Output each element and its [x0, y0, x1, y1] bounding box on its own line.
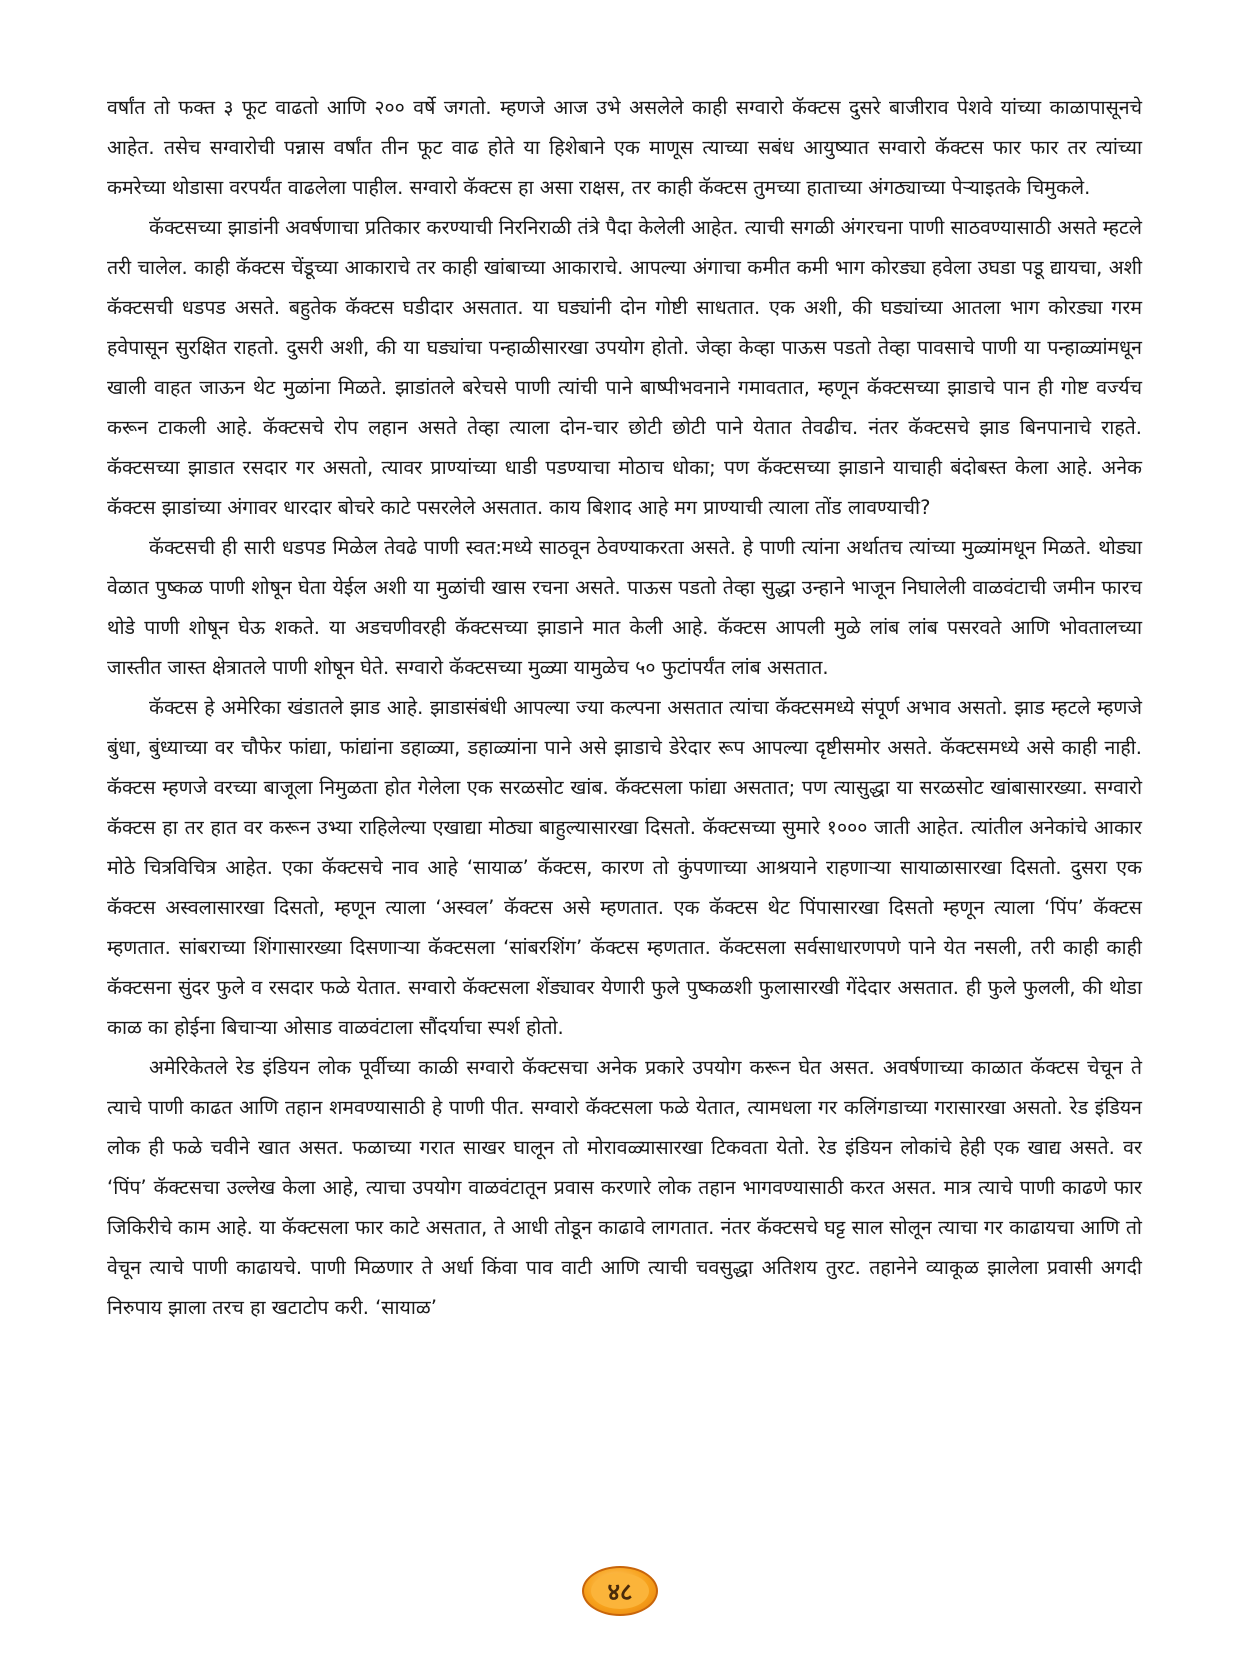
page-number-badge	[582, 1566, 658, 1616]
paragraph-3: कॅक्टसची ही सारी धडपड मिळेल तेवढे पाणी स्वत:मध्ये साठवून ठेवण्याकरता असते. हे पाणी त्यांना अर्थातच त्यांच्या मुळ्यांमधून मिळते. थोड्या वेळात पुष्कळ पाणी शोषून घेता येईल अशी या मुळांची खास रचना असते. पाऊस पडतो तेव्हा सुद्धा उन्हाने भाजून निघालेली वाळवंटाची जमीन फारच थोडे पाणी शोषून घेऊ शकते. या अडचणीवरही कॅक्टसच्या झाडाने मात केली आहे. कॅक्टस आपली मुळे लांब लांब पसरवते आणि भोवतालच्या जास्तीत जास्त क्षेत्रातले पाणी शोषून घेते. सग्वारो कॅक्टसच्या मुळ्या यामुळेच ५० फुटांपर्यंत लांब असतात.	[107, 536, 1142, 679]
paragraph-5: अमेरिकेतले रेड इंडियन लोक पूर्वीच्या काळी सग्वारो कॅक्टसचा अनेक प्रकारे उपयोग करून घेत असत. अवर्षणाच्या काळात कॅक्टस चेचून ते त्याचे पाणी काढत आणि तहान शमवण्यासाठी हे पाणी पीत. सग्वारो कॅक्टसला फळे येतात, त्यामधला गर कलिंगडाच्या गरासारखा असतो. रेड इंडियन लोक ही फळे चवीने खात असत. फळाच्या गरात साखर घालून तो मोरावळ्यासारखा टिकवता येतो. रेड इंडियन लोकांचे हेही एक खाद्य असते. वर ‘पिंप’ कॅक्टसचा उल्लेख केला आहे, त्याचा उपयोग वाळवंटातून प्रवास करणारे लोक तहान भागवण्यासाठी करत असत. मात्र त्याचे पाणी काढणे फार जिकिरीचे काम आहे. या कॅक्टसला फार काटे असतात, ते आधी तोडून काढावे लागतात. नंतर कॅक्टसचे घट्ट साल सोलून त्याचा गर काढायचा आणि तो वेचून त्याचे पाणी काढायचे. पाणी मिळणार ते अर्धा किंवा पाव वाटी आणि त्याची चवसुद्धा अतिशय तुरट. तहानेने व्याकूळ झालेला प्रवासी अगदी निरुपाय झाला तरच हा खटाटोप करी. ‘सायाळ’	[107, 1056, 1142, 1319]
body-text	[107, 88, 1142, 1328]
paragraph-4: कॅक्टस हे अमेरिका खंडातले झाड आहे. झाडासंबंधी आपल्या ज्या कल्पना असतात त्यांचा कॅक्टसमध्ये संपूर्ण अभाव असतो. झाड म्हटले म्हणजे बुंधा, बुंध्याच्या वर चौफेर फांद्या, फांद्यांना डहाळ्या, डहाळ्यांना पाने असे झाडाचे डेरेदार रूप आपल्या दृष्टीसमोर असते. कॅक्टसमध्ये असे काही नाही. कॅक्टस म्हणजे वरच्या बाजूला निमुळता होत गेलेला एक सरळसोट खांब. कॅक्टसला फांद्या असतात; पण त्यासुद्धा या सरळसोट खांबासारख्या. सग्वारो कॅक्टस हा तर हात वर करून उभ्या राहिलेल्या एखाद्या मोठ्या बाहुल्यासारखा दिसतो. कॅक्टसच्या सुमारे १००० जाती आहेत. त्यांतील अनेकांचे आकार मोठे चित्रविचित्र आहेत. एका कॅक्टसचे नाव आहे ‘सायाळ’ कॅक्टस, कारण तो कुंपणाच्या आश्रयाने राहणाऱ्या सायाळासारखा दिसतो. दुसरा एक कॅक्टस अस्वलासारखा दिसतो, म्हणून त्याला ‘अस्वल’ कॅक्टस असे म्हणतात. एक कॅक्टस थेट पिंपासारखा दिसतो म्हणून त्याला ‘पिंप’ कॅक्टस म्हणतात. सांबराच्या शिंगासारख्या दिसणाऱ्या कॅक्टसला ‘सांबरशिंग’ कॅक्टस म्हणतात. कॅक्टसला सर्वसाधारणपणे पाने येत नसली, तरी काही काही कॅक्टसना सुंदर फुले व रसदार फळे येतात. सग्वारो कॅक्टसला शेंड्यावर येणारी फुले पुष्कळशी फुलासारखी गेंदेदार असतात. ही फुले फुलली, की थोडा काळ का होईना बिचाऱ्या ओसाड वाळवंटाला सौंदर्याचा स्पर्श होतो.	[107, 696, 1142, 1039]
page-number: ४८	[591, 1573, 649, 1609]
paragraph-2: कॅक्टसच्या झाडांनी अवर्षणाचा प्रतिकार करण्याची निरनिराळी तंत्रे पैदा केलेली आहेत. त्याची सगळी अंगरचना पाणी साठवण्यासाठी असते म्हटले तरी चालेल. काही कॅक्टस चेंडूच्या आकाराचे तर काही खांबाच्या आकाराचे. आपल्या अंगाचा कमीत कमी भाग कोरड्या हवेला उघडा पडू द्यायचा, अशी कॅक्टसची धडपड असते. बहुतेक कॅक्टस घडीदार असतात. या घड्यांनी दोन गोष्टी साधतात. एक अशी, की घड्यांच्या आतला भाग कोरड्या गरम हवेपासून सुरक्षित राहतो. दुसरी अशी, की या घड्यांचा पन्हाळीसारखा उपयोग होतो. जेव्हा केव्हा पाऊस पडतो तेव्हा पावसाचे पाणी या पन्हाळ्यांमधून खाली वाहत जाऊन थेट मुळांना मिळते. झाडांतले बरेचसे पाणी त्यांची पाने बाष्पीभवनाने गमावतात, म्हणून कॅक्टसच्या झाडाचे पान ही गोष्ट वर्ज्यच करून टाकली आहे. कॅक्टसचे रोप लहान असते तेव्हा त्याला दोन-चार छोटी छोटी पाने येतात तेवढीच. नंतर कॅक्टसचे झाड बिनपानाचे राहते. कॅक्टसच्या झाडात रसदार गर असतो, त्यावर प्राण्यांच्या धाडी पडण्याचा मोठाच धोका; पण कॅक्टसच्या झाडाने याचाही बंदोबस्त केला आहे. अनेक कॅक्टस झाडांच्या अंगावर धारदार बोचरे काटे पसरलेले असतात. काय बिशाद आहे मग प्राण्याची त्याला तोंड लावण्याची?	[107, 216, 1142, 519]
paragraph-1: वर्षांत तो फक्त ३ फूट वाढतो आणि २०० वर्षे जगतो. म्हणजे आज उभे असलेले काही सग्वारो कॅक्टस दुसरे बाजीराव पेशवे यांच्या काळापासूनचे आहेत. तसेच सग्वारोची पन्नास वर्षांत तीन फूट वाढ होते या हिशेबाने एक माणूस त्याच्या सबंध आयुष्यात सग्वारो कॅक्टस फार फार तर त्यांच्या कमरेच्या थोडासा वरपर्यंत वाढलेला पाहील. सग्वारो कॅक्टस हा असा राक्षस, तर काही कॅक्टस तुमच्या हाताच्या अंगठ्याच्या पेऱ्याइतके चिमुकले.	[107, 96, 1142, 199]
